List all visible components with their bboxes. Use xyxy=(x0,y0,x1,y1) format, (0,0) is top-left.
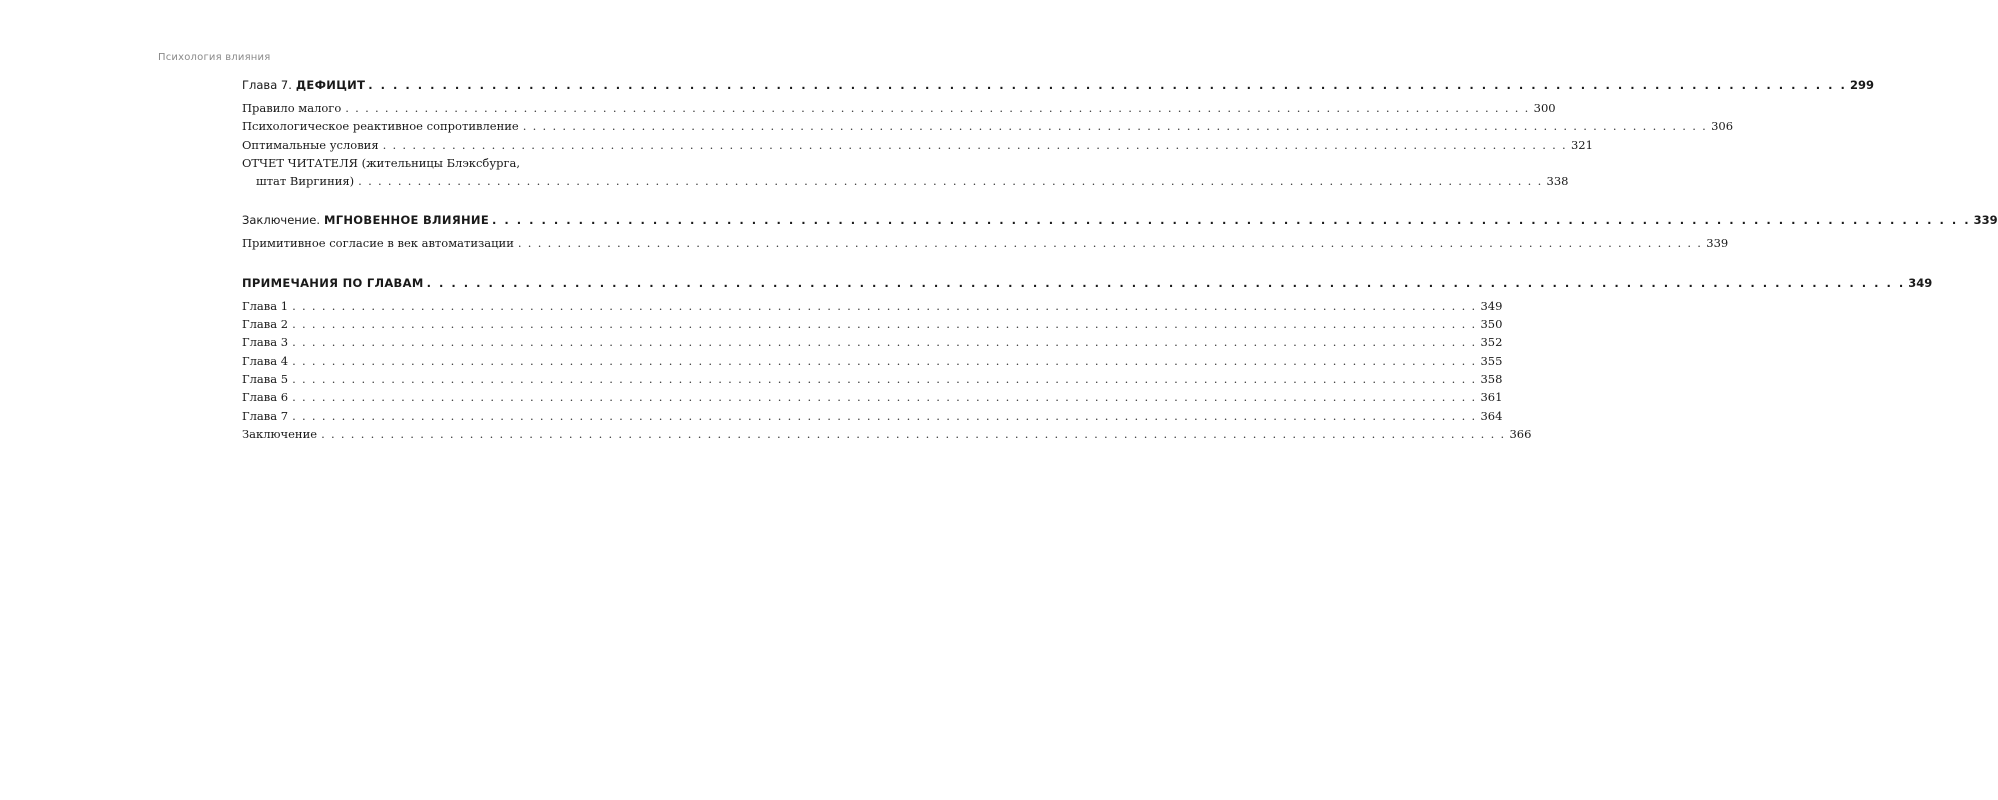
toc-entry-label-line1: ОТЧЕТ ЧИТАТЕЛЯ (жительницы Блэксбурга, xyxy=(242,155,521,170)
toc-entry[interactable] xyxy=(242,425,1532,443)
toc-entry-label: Глава 6 xyxy=(242,390,289,405)
leader-dots: . . . . . . . . . . . . . . . . . . . . . . . . . . . . . . . . . . . . . . . . . . . . . . . . . . . . . . . . . . . . . . . . . . . . . . . . . . . . . . . . . . . . . . . . . . . . . . . . . . . . . . . . . . . . . . . . . . . . . . . . xyxy=(491,213,1971,228)
toc-heading-title: ДЕФИЦИТ xyxy=(295,78,366,92)
toc-entry[interactable] xyxy=(242,315,1503,333)
toc-section-chapter-7 xyxy=(242,76,1874,190)
toc-entry-label: Правило малого xyxy=(242,101,342,115)
leader-dots: . . . . . . . . . . . . . . . . . . . . . . . . . . . . . . . . . . . . . . . . . . . . . . . . . . . . . . . . . . . . . . . . . . . . . . . . . . . . . . . . . . . . . . . . . . . . . . . . . . . . . . . . . . . . . . . . . . . . . . . . xyxy=(426,275,1906,290)
toc-entry[interactable] xyxy=(242,407,1503,425)
toc-entry-label: Глава 7 xyxy=(242,408,289,423)
toc-entry-page: 306 xyxy=(1711,119,1734,134)
toc-entry-page: 361 xyxy=(1480,390,1503,405)
toc-entry-page: 350 xyxy=(1480,317,1503,332)
toc-heading-page: 299 xyxy=(1849,78,1874,92)
toc-entry[interactable] xyxy=(242,297,1503,315)
toc-entry-label: Психологическое реактивное сопротивление xyxy=(242,119,519,134)
toc-entry[interactable] xyxy=(242,117,1734,135)
toc-heading[interactable] xyxy=(242,211,1998,229)
leader-dots: . . . . . . . . . . . . . . . . . . . . . . . . . . . . . . . . . . . . . . . . . . . . . . . . . . . . . . . . . . . . . . . . . . . . . . . . . . . . . . . . . . . . . . . . . . . . . . . . . . . . . . . . . . . . . . . . . . . . . . . . xyxy=(292,371,1477,386)
toc-entry[interactable] xyxy=(242,333,1503,351)
leader-dots: . . . . . . . . . . . . . . . . . . . . . . . . . . . . . . . . . . . . . . . . . . . . . . . . . . . . . . . . . . . . . . . . . . . . . . . . . . . . . . . . . . . . . . . . . . . . . . . . . . . . . . . . . . . . . . . . . . . . . . . . xyxy=(292,353,1477,368)
toc-heading-prefix: Заключение. xyxy=(242,213,320,228)
toc-entry-label: Глава 3 xyxy=(242,335,289,350)
toc-heading-page: 339 xyxy=(1973,213,1998,228)
toc-entry-page: 339 xyxy=(1706,236,1729,251)
toc-entry[interactable] xyxy=(242,234,1729,252)
running-head: Психология влияния xyxy=(158,52,271,63)
toc-entry[interactable] xyxy=(242,370,1503,388)
toc-entry[interactable] xyxy=(242,352,1503,370)
toc-entry-page: 355 xyxy=(1480,353,1503,368)
table-of-contents xyxy=(242,76,1998,464)
leader-dots: . . . . . . . . . . . . . . . . . . . . . . . . . . . . . . . . . . . . . . . . . . . . . . . . . . . . . . . . . . . . . . . . . . . . . . . . . . . . . . . . . . . . . . . . . . . . . . . . . . . . . . . . . . . . . . . . . . . . . . . . xyxy=(522,119,1708,134)
leader-dots: . . . . . . . . . . . . . . . . . . . . . . . . . . . . . . . . . . . . . . . . . . . . . . . . . . . . . . . . . . . . . . . . . . . . . . . . . . . . . . . . . . . . . . . . . . . . . . . . . . . . . . . . . . . . . . . . . . . . . . . . xyxy=(321,426,1506,441)
leader-dots: . . . . . . . . . . . . . . . . . . . . . . . . . . . . . . . . . . . . . . . . . . . . . . . . . . . . . . . . . . . . . . . . . . . . . . . . . . . . . . . . . . . . . . . . . . . . . . . . . . . . . . . . . . . . . . . . . . . . . . . . xyxy=(292,335,1477,350)
leader-dots: . . . . . . . . . . . . . . . . . . . . . . . . . . . . . . . . . . . . . . . . . . . . . . . . . . . . . . . . . . . . . . . . . . . . . . . . . . . . . . . . . . . . . . . . . . . . . . . . . . . . . . . . . . . . . . . . . . . . . . . . xyxy=(292,317,1477,332)
toc-entry-page: 364 xyxy=(1480,408,1503,423)
toc-entry-multiline[interactable] xyxy=(242,154,1569,191)
toc-entry-line2 xyxy=(242,172,1569,190)
leader-dots: . . . . . . . . . . . . . . . . . . . . . . . . . . . . . . . . . . . . . . . . . . . . . . . . . . . . . . . . . . . . . . . . . . . . . . . . . . . . . . . . . . . . . . . . . . . . . . . . . . . . . . . . . . . . . . . . . . . . . . . . xyxy=(368,78,1847,92)
toc-entry-page: 358 xyxy=(1480,371,1503,386)
toc-section-conclusion xyxy=(242,211,1998,252)
leader-dots: . . . . . . . . . . . . . . . . . . . . . . . . . . . . . . . . . . . . . . . . . . . . . . . . . . . . . . . . . . . . . . . . . . . . . . . . . . . . . . . . . . . . . . . . . . . . . . . . . . . . . . . . . . . . . . . . . . . . . . . . xyxy=(292,390,1477,405)
leader-dots: . . . . . . . . . . . . . . . . . . . . . . . . . . . . . . . . . . . . . . . . . . . . . . . . . . . . . . . . . . . . . . . . . . . . . . . . . . . . . . . . . . . . . . . . . . . . . . . . . . . . . . . . . . . . . . . . . . . . . . . . xyxy=(292,298,1477,313)
toc-heading-title: МГНОВЕННОЕ ВЛИЯНИЕ xyxy=(324,213,489,228)
toc-heading[interactable] xyxy=(242,274,1933,292)
toc-entry-label: Глава 1 xyxy=(242,298,289,313)
toc-heading-page: 349 xyxy=(1908,275,1933,290)
toc-heading[interactable] xyxy=(242,76,1874,94)
toc-heading-title: ПРИМЕЧАНИЯ ПО ГЛАВАМ xyxy=(242,275,424,290)
toc-entry-label: Примитивное согласие в век автоматизации xyxy=(242,236,514,251)
toc-entry-page: 352 xyxy=(1480,335,1503,350)
toc-entry[interactable] xyxy=(242,388,1503,406)
toc-entry-page: 300 xyxy=(1533,101,1556,115)
toc-entry-page: 338 xyxy=(1546,174,1569,189)
toc-entry-label: Глава 4 xyxy=(242,353,289,368)
toc-entry-label: Глава 5 xyxy=(242,371,289,386)
toc-entry[interactable] xyxy=(242,99,1556,117)
toc-entry-label-line2: штат Виргиния) xyxy=(256,174,355,189)
leader-dots: . . . . . . . . . . . . . . . . . . . . . . . . . . . . . . . . . . . . . . . . . . . . . . . . . . . . . . . . . . . . . . . . . . . . . . . . . . . . . . . . . . . . . . . . . . . . . . . . . . . . . . . . . . . . . . . . . . . . . . . . xyxy=(382,137,1567,152)
toc-entry-label: Заключение xyxy=(242,426,318,441)
toc-entry-label: Глава 2 xyxy=(242,317,289,332)
toc-entry[interactable] xyxy=(242,136,1593,154)
toc-entry-label: Оптимальные условия xyxy=(242,137,379,152)
toc-section-notes xyxy=(242,274,1933,443)
toc-entry-page: 321 xyxy=(1570,137,1593,152)
leader-dots: . . . . . . . . . . . . . . . . . . . . . . . . . . . . . . . . . . . . . . . . . . . . . . . . . . . . . . . . . . . . . . . . . . . . . . . . . . . . . . . . . . . . . . . . . . . . . . . . . . . . . . . . . . . . . . . . . . . . . . . . xyxy=(345,101,1530,115)
toc-entry-page: 366 xyxy=(1509,426,1532,441)
toc-heading-prefix: Глава 7. xyxy=(242,78,292,92)
leader-dots: . . . . . . . . . . . . . . . . . . . . . . . . . . . . . . . . . . . . . . . . . . . . . . . . . . . . . . . . . . . . . . . . . . . . . . . . . . . . . . . . . . . . . . . . . . . . . . . . . . . . . . . . . . . . . . . . . . . . . . . . xyxy=(358,174,1543,189)
toc-entry-page: 349 xyxy=(1480,298,1503,313)
leader-dots: . . . . . . . . . . . . . . . . . . . . . . . . . . . . . . . . . . . . . . . . . . . . . . . . . . . . . . . . . . . . . . . . . . . . . . . . . . . . . . . . . . . . . . . . . . . . . . . . . . . . . . . . . . . . . . . . . . . . . . . . xyxy=(292,408,1477,423)
leader-dots: . . . . . . . . . . . . . . . . . . . . . . . . . . . . . . . . . . . . . . . . . . . . . . . . . . . . . . . . . . . . . . . . . . . . . . . . . . . . . . . . . . . . . . . . . . . . . . . . . . . . . . . . . . . . . . . . . . . . . . . . xyxy=(517,236,1703,251)
